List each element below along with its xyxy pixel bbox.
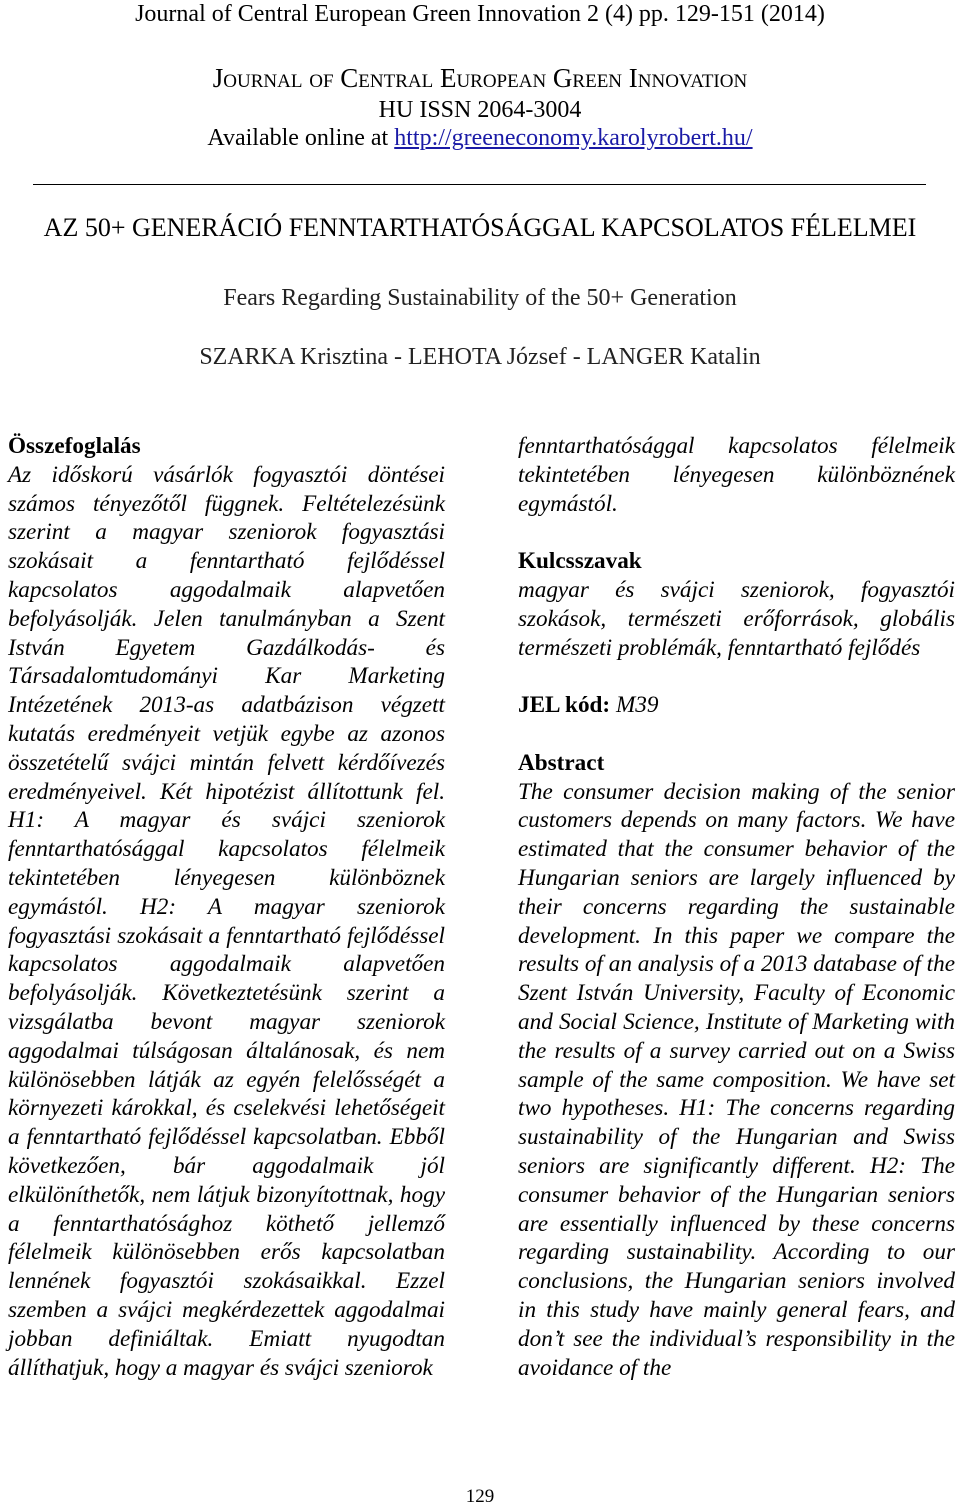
journal-url-link[interactable]: http://greeneconomy.karolyrobert.hu/ [394,125,753,151]
article-authors: SZARKA Krisztina - LEHOTA József - LANGER Katalin [199,344,761,370]
abstract-heading: Abstract [518,749,605,776]
journal-name: Journal of Central European Green Innovation [212,63,748,93]
jel-code [518,691,955,720]
keywords-heading: Kulcsszavak [518,548,642,575]
issn: HU ISSN 2064-3004 [378,97,582,123]
online-availability [0,124,960,152]
jel-value: M39 [615,692,659,719]
left-column [8,432,445,1382]
jel-label: JEL kód: [518,692,616,719]
page-number: 129 [465,1486,495,1507]
running-head: Journal of Central European Green Innovation 2 (4) pp. 129-151 (2014) [135,1,825,27]
summary-heading: Összefoglalás [8,433,141,459]
right-column [518,432,955,1382]
summary-text: Az időskorú vásárlók fogyasztói döntései számos tényezőtől függnek. Feltételezésünk szerint a magyar szeniorok fogyasztási szokásait a fenntartható fejlődéssel kapcsolatos aggodalmaik alapvetően befolyásolják. Jelen tanulmányban a Szent István Egyetem Gazdálkodás- és Társadalomtudományi Kar Marketing Intézetének 2013-as adatbázison végzett kutatás eredményeit vetjük egybe az azonos összetételű svájci mintán felvett kérdőívezés eredményeivel. Két hipotézist állítottunk fel. H1: A magyar és svájci szeniorok fenntarthatósággal kapcsolatos félelmeik tekintetében lényegesen különböznek egymástól. H2: A magyar szeniorok fogyasztási szokásait a fenntartható fejlődéssel kapcsolatos aggodalmaik alapvetően befolyásolják. Következtetésünk szerint a vizsgálatba bevont magyar szeniorok aggodalmai túlságosan általánosak, és nem különösebben látják az egyén felelősségét a környezeti károkkal, és cselekvési lehetőségeit a fenntartható fejlődéssel kapcsolatban. Ebből következően, bár aggodalmaik jól elkülöníthetők, nem látjuk bizonyítottnak, hogy a fenntarthatósághoz köthető jellemző félelmeik különösebben erős kapcsolatban lennének fogyasztói szokásaikkal. Ezzel szemben a svájci megkérdezettek aggodalmai jobban definiáltak. Emiatt nyugodtan állíthatjuk, hogy a magyar és svájci szeniorok [8,461,445,1381]
article-title-en: Fears Regarding Sustainability of the 50+ Generation [223,285,737,311]
summary-continuation: fenntarthatósággal kapcsolatos félelmeik tekintetében lényegesen különböznének egymástól. [518,433,955,517]
header-divider [33,184,926,185]
article-title-hu: AZ 50+ GENERÁCIÓ FENNTARTHATÓSÁGGAL KAPCSOLATOS FÉLELMEI [43,213,917,242]
abstract-text: The consumer decision making of the senior customers depends on many factors. We have estimated that the consumer behavior of the Hungarian seniors are largely influenced by their concerns regarding the sustainable development. In this paper we compare the results of an analysis of a 2013 database of the Szent István University, Faculty of Economic and Social Science, Institute of Marketing with the results of a survey carried out on a Swiss sample of the same composition. We have set two hypotheses. H1: The concerns regarding sustainability of the Hungarian and Swiss seniors are significantly different. H2: The consumer behavior of the Hungarian seniors are essentially influenced by these concerns regarding sustainability. According to our conclusions, the Hungarian seniors involved in this study have mainly general fears, and don’t see the individual’s responsibility in the avoidance of the [518,778,955,1381]
online-prefix: Available online at [207,125,395,151]
keywords-text: magyar és svájci szeniorok, fogyasztói szokások, természeti erőforrások, globális természeti problémák, fenntartható fejlődés [518,576,955,661]
